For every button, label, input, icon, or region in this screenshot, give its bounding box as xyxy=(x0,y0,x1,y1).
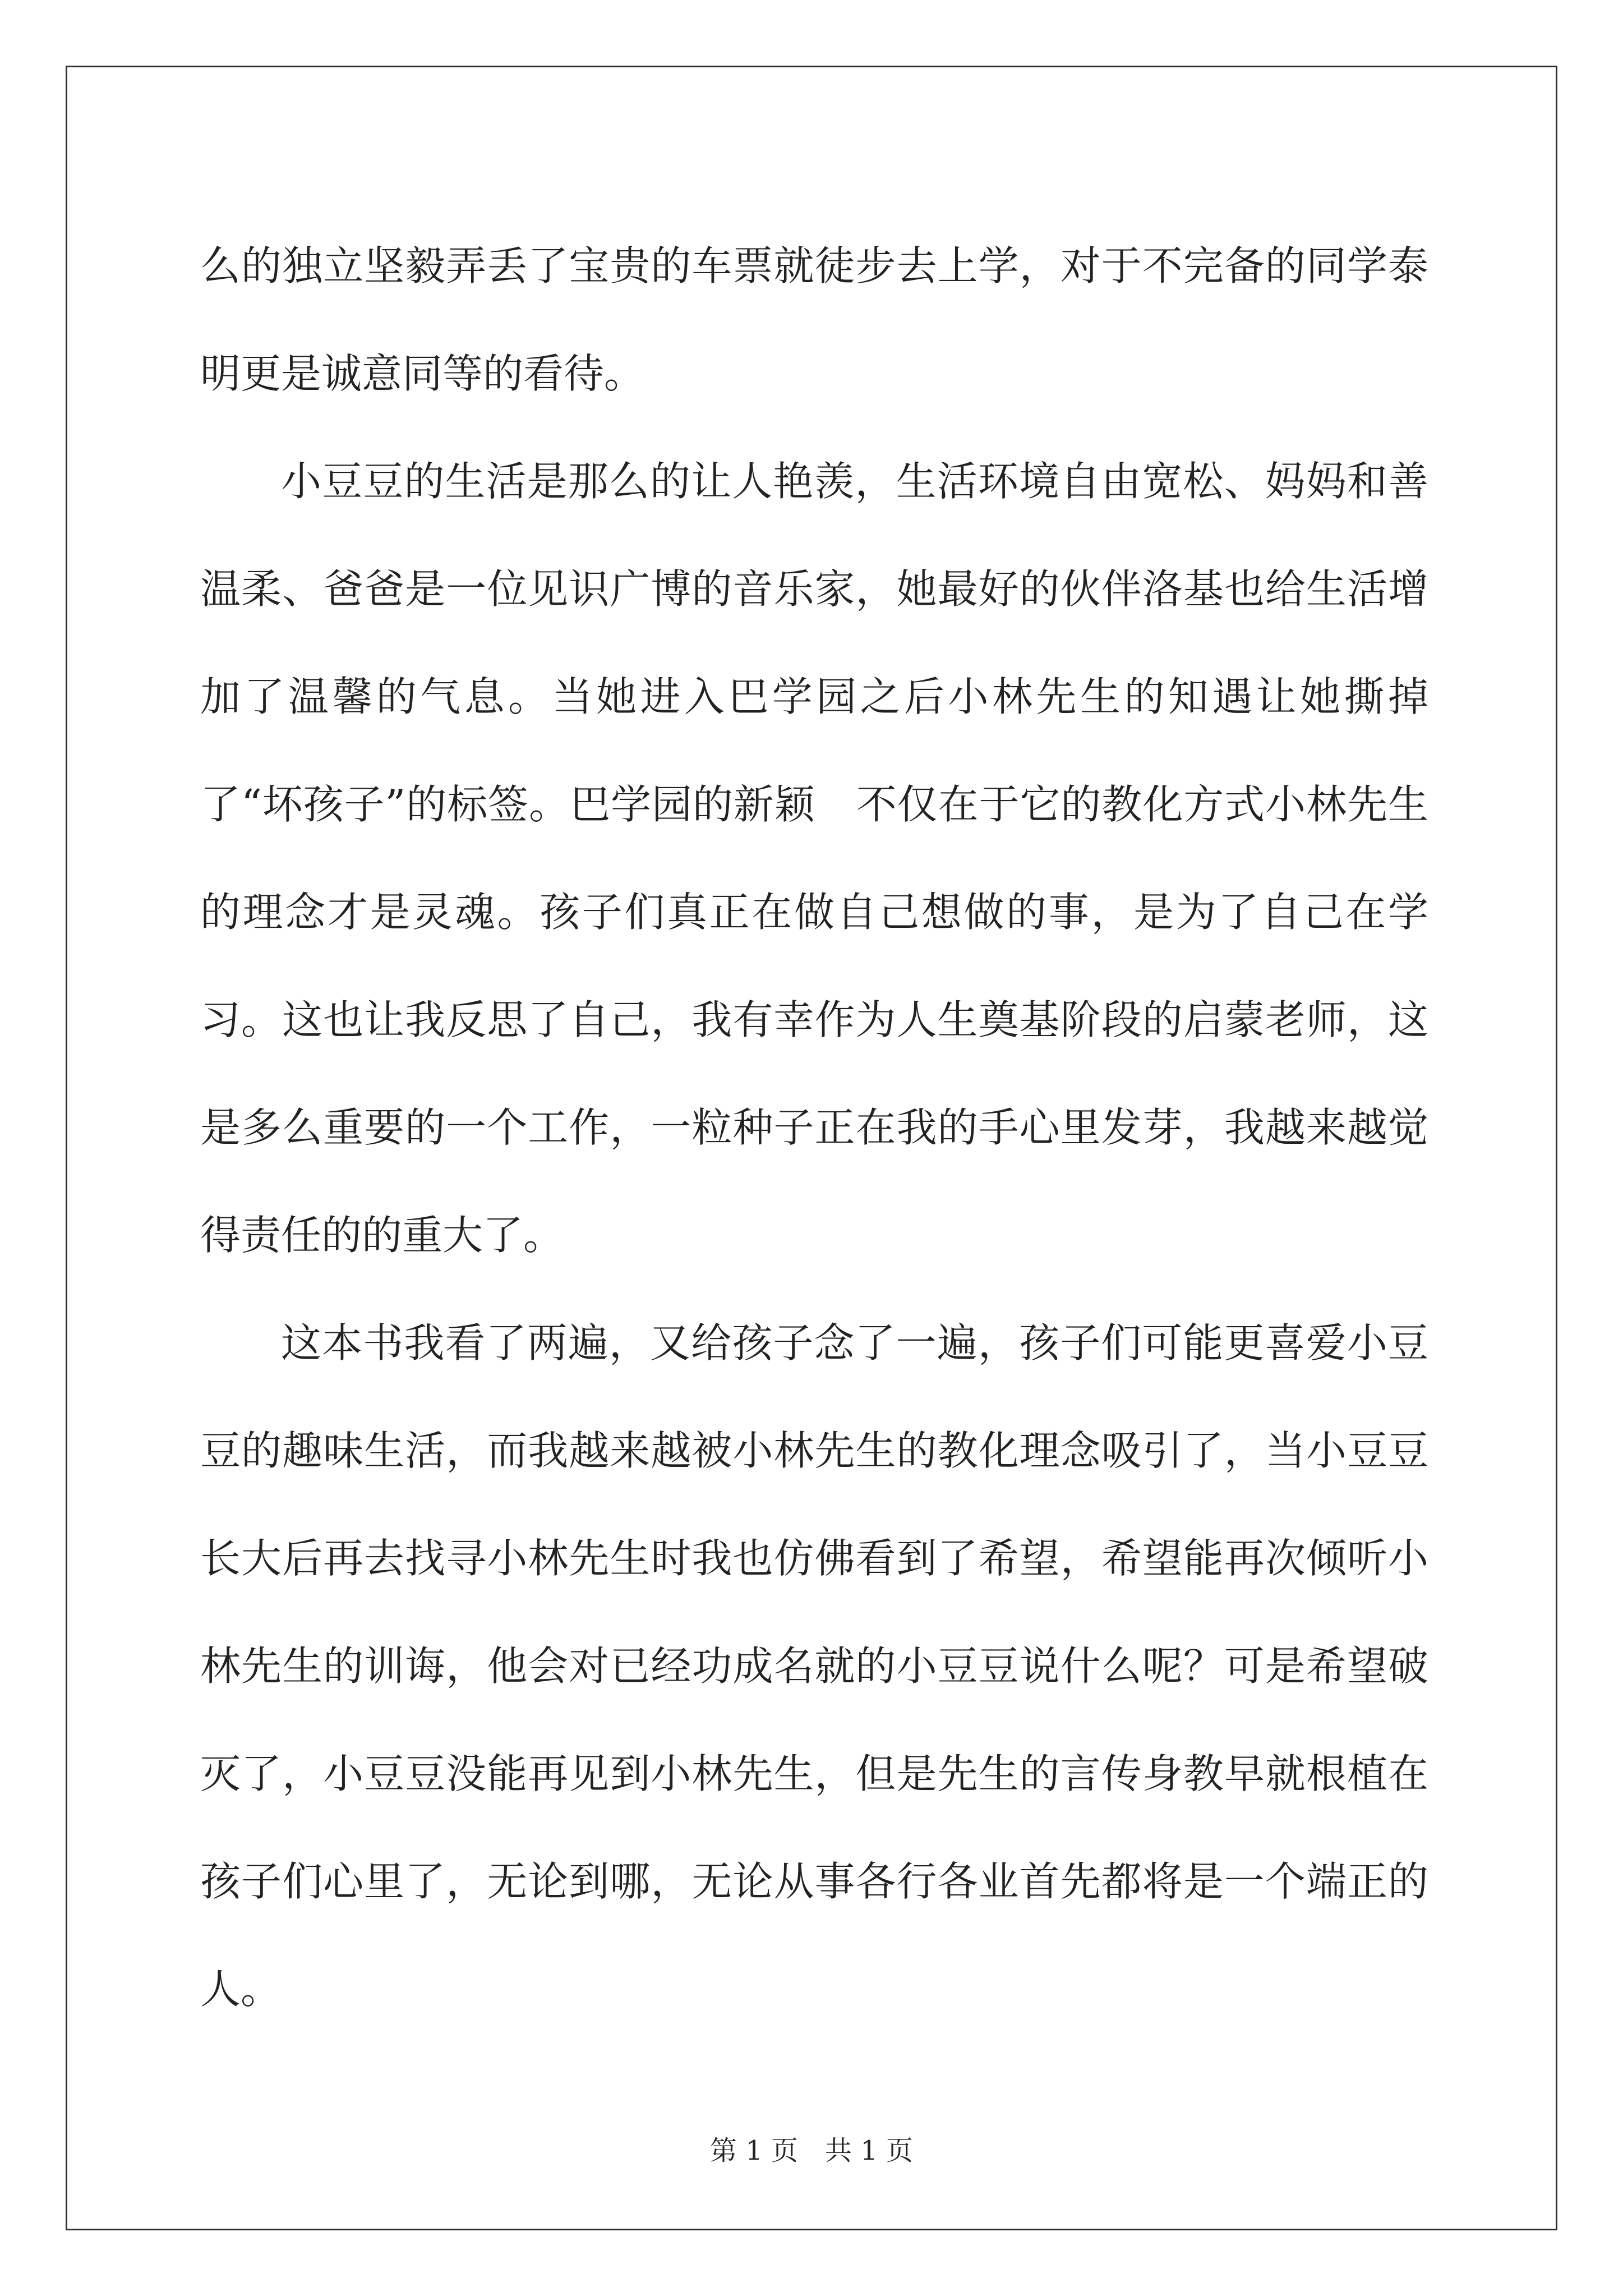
paragraph-2: 小豆豆的生活是那么的让人艳羡，生活环境自由宽松、妈妈和善温柔、爸爸是一位见识广博的音乐家，她最好的伙伴洛基也给生活增加了温馨的气息。当她进入巴学园之后小林先生的知遇让她撕掉了“坏孩子”的标签。巴学园的新颖 不仅在于它的教化方式小林先生的理念才是灵魂。孩子们真正在做自己想做的事，是为了自己在学习。这也让我反思了自己，我有幸作为人生奠基阶段的启蒙老师，这是多么重要的一个工作，一粒种子正在我的手心里发芽，我越来越觉得责任的的重大了。 xyxy=(200,458,1428,1259)
document-body xyxy=(200,212,1428,2043)
paragraph-3: 这本书我看了两遍，又给孩子念了一遍，孩子们可能更喜爱小豆豆的趣味生活，而我越来越被小林先生的教化理念吸引了，当小豆豆长大后再去找寻小林先生时我也仿佛看到了希望，希望能再次倾听小林先生的训诲，他会对已经功成名就的小豆豆说什么呢？可是希望破灭了，小豆豆没能再见到小林先生，但是先生的言传身教早就根植在孩子们心里了，无论到哪，无论从事各行各业首先都将是一个端正的人。 xyxy=(200,1319,1428,2013)
paragraph-1: 么的独立坚毅弄丢了宝贵的车票就徒步去上学，对于不完备的同学泰明更是诚意同等的看待。 xyxy=(200,242,1428,397)
page-footer: 第 1 页 共 1 页 xyxy=(709,2135,914,2166)
